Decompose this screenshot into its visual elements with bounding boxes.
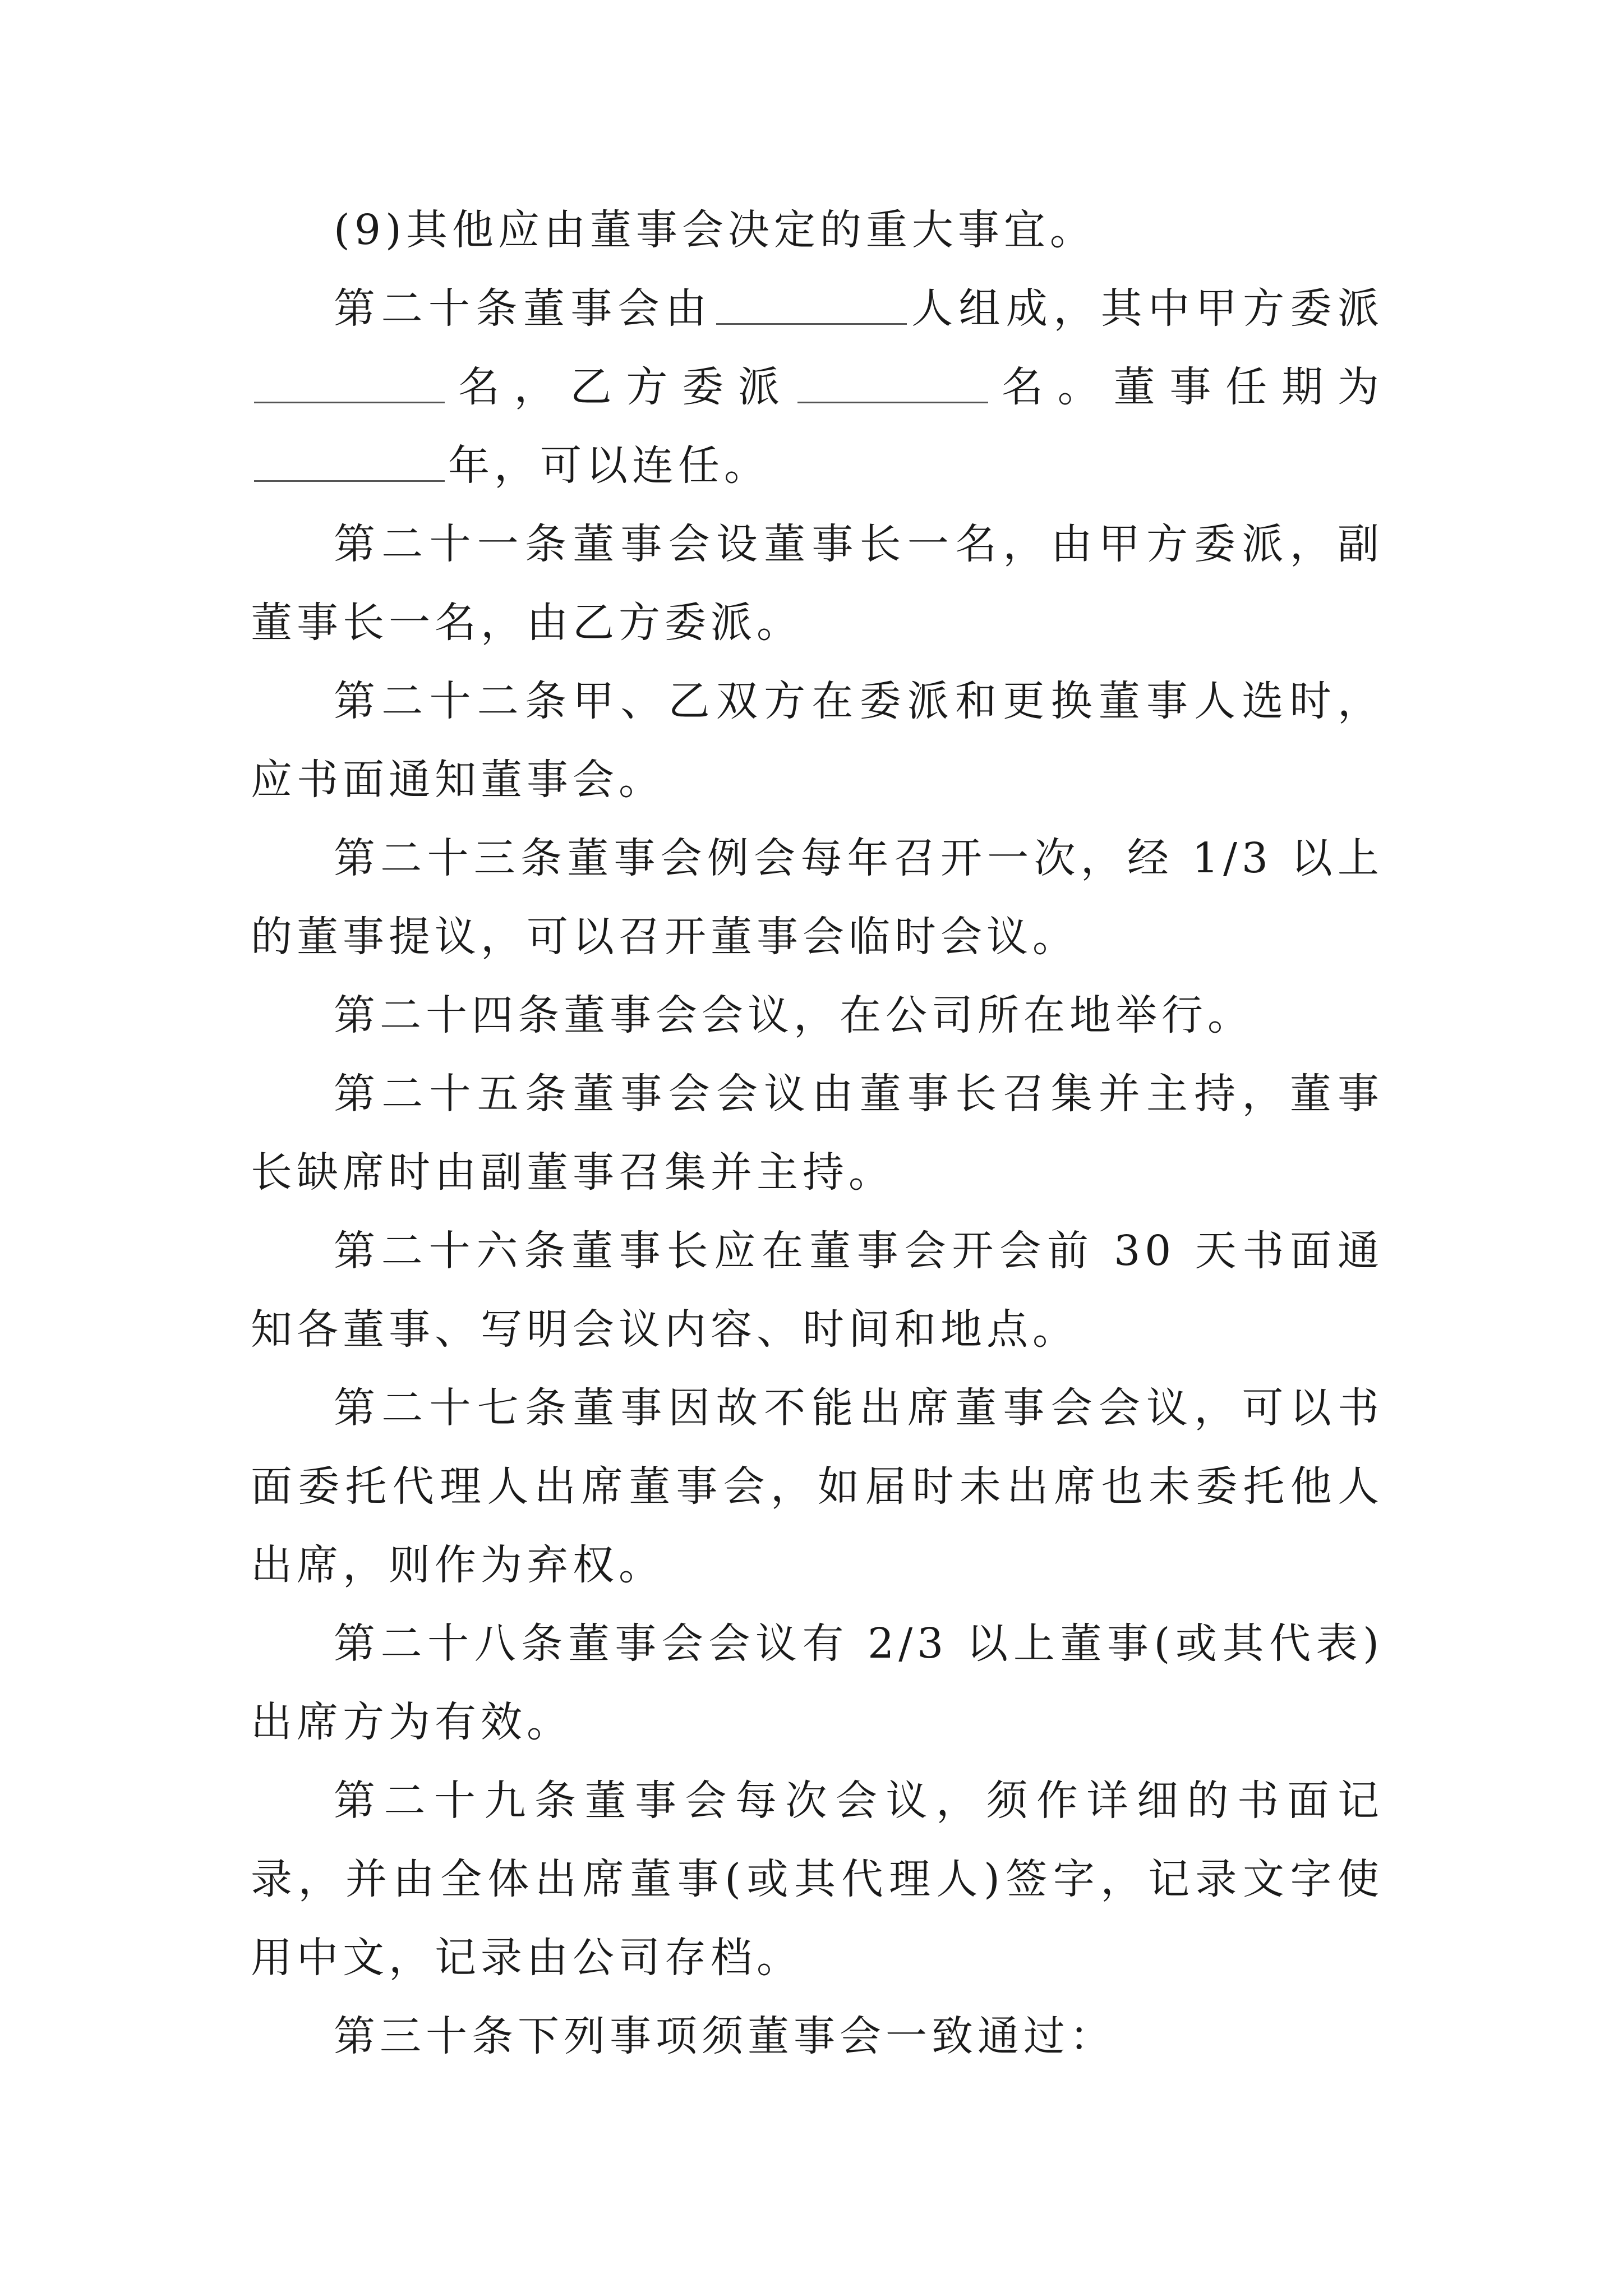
paragraph-article-22: 第二十二条甲、乙双方在委派和更换董事人选时，应书面通知董事会。 (251, 677, 1384, 804)
paragraph-article-26: 第二十六条董事长应在董事会开会前 30 天书面通知各董事、写明会议内容、时间和地点。 (251, 1227, 1384, 1354)
paragraph-article-25: 第二十五条董事会会议由董事长召集并主持，董事长缺席时由副董事召集并主持。 (251, 1070, 1384, 1197)
article-20-part-3: 名，乙方委派 (448, 363, 794, 411)
paragraph-item-9: (9)其他应由董事会决定的重大事宜。 (334, 206, 1096, 254)
paragraph-article-27: 第二十七条董事因故不能出席董事会会议，可以书面委托代理人出席董事会，如届时未出席也未委托他人出席，则作为弃权。 (251, 1384, 1384, 1589)
blank-party-a-directors[interactable] (254, 360, 445, 403)
article-20-part-4: 名。董事任期为 (992, 363, 1384, 411)
paragraph-article-28: 第二十八条董事会会议有 2/3 以上董事(或其代表)出席方为有效。 (251, 1619, 1384, 1746)
blank-party-b-directors[interactable] (797, 360, 988, 403)
blank-term-years[interactable] (254, 439, 445, 482)
paragraph-article-20 (251, 269, 1384, 505)
paragraph-article-21: 第二十一条董事会设董事长一名，由甲方委派，副董事长一名，由乙方委派。 (251, 520, 1384, 647)
paragraph-article-23: 第二十三条董事会例会每年召开一次，经 1/3 以上的董事提议，可以召开董事会临时会议。 (251, 834, 1384, 961)
paragraph-article-29: 第二十九条董事会每次会议，须作详细的书面记录，并由全体出席董事(或其代理人)签字，记录文字使用中文，记录由公司存档。 (251, 1777, 1384, 1982)
document-body (251, 191, 1384, 2076)
blank-total-directors[interactable] (716, 282, 907, 325)
paragraph-article-24: 第二十四条董事会会议，在公司所在地举行。 (334, 991, 1253, 1039)
article-20-part-1: 第二十条董事会由 (334, 284, 713, 333)
paragraph-article-30: 第三十条下列事项须董事会一致通过： (334, 2012, 1115, 2060)
article-20-part-5: 年，可以连任。 (448, 441, 770, 490)
article-20-part-2: 人组成，其中甲方委派 (910, 284, 1384, 333)
